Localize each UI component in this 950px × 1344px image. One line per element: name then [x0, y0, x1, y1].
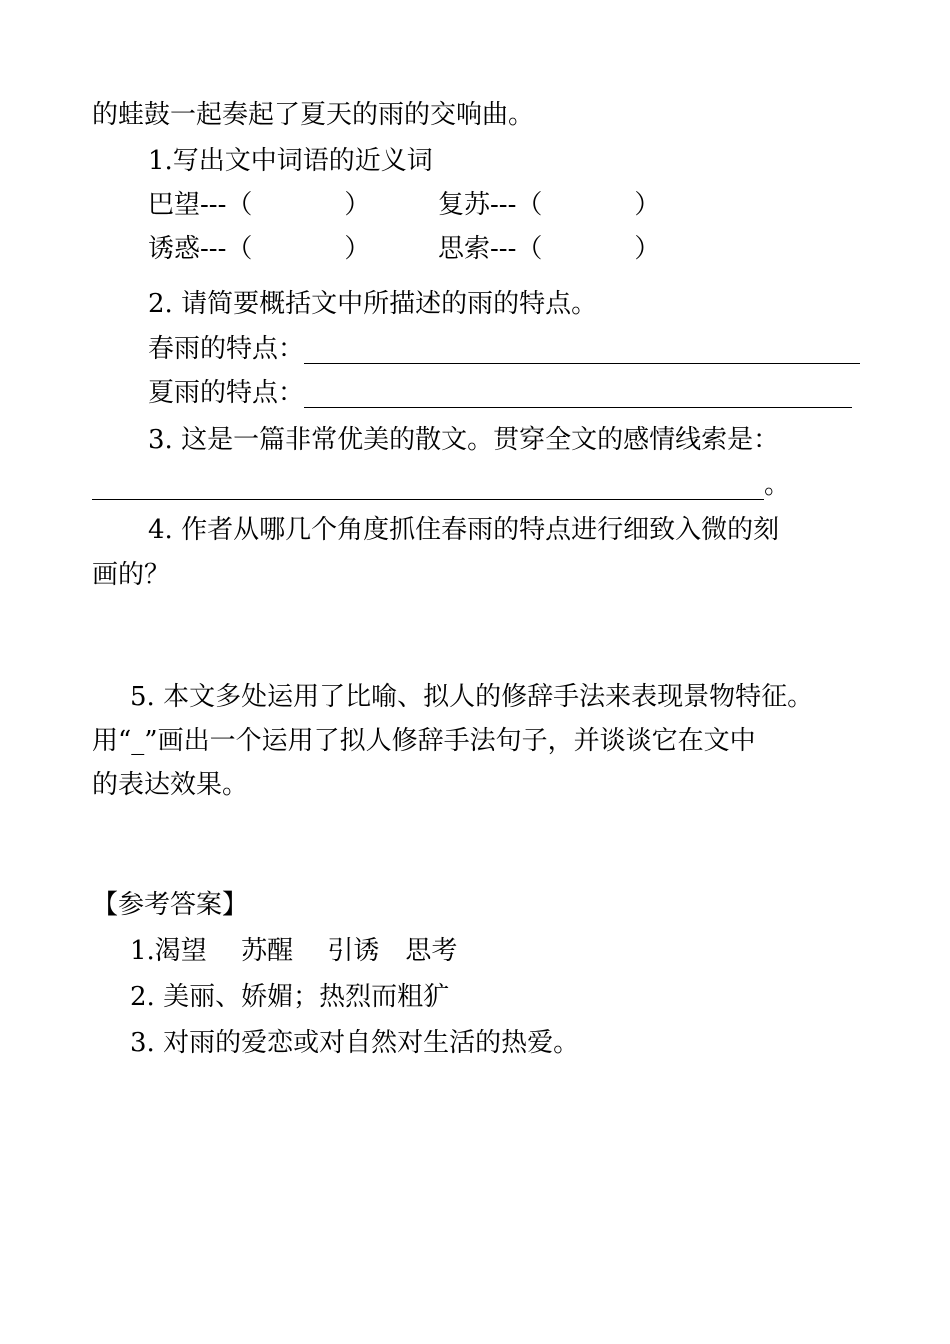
q4-line-1: 4. 作者从哪几个角度抓住春雨的特点进行细致入微的刻 [148, 515, 780, 545]
answer-1: 1.渴望 苏醒 引诱 思考 [130, 936, 458, 966]
q1-item-3 [148, 234, 370, 264]
q4-line-2: 画的？ [92, 560, 171, 590]
q3-answer-row [92, 470, 790, 500]
q2-spring-answer-line[interactable] [304, 335, 860, 364]
q1-item-2-word: 复苏---（ [438, 190, 543, 220]
q2-summer-answer-line[interactable] [304, 379, 852, 408]
intro-line: 的蛙鼓一起奏起了夏天的雨的交响曲。 [92, 100, 535, 130]
q1-item-4-word: 思索---（ [438, 234, 543, 264]
q1-item-1-word: 巴望---（ [148, 190, 253, 220]
q2-spring-row [148, 334, 860, 364]
q1-item-3-word: 诱惑---（ [148, 234, 253, 264]
answer-3: 3. 对雨的爱恋或对自然对生活的热爱。 [130, 1028, 580, 1058]
q1-item-4 [438, 234, 660, 264]
q1-title: 1.写出文中词语的近义词 [148, 146, 433, 176]
q3-end-mark: 。 [764, 470, 791, 500]
q1-item-2 [438, 190, 660, 220]
q1-item-3-close: ） [344, 234, 371, 264]
answer-2: 2. 美丽、娇媚；热烈而粗犷 [130, 982, 450, 1012]
q1-item-1 [148, 190, 370, 220]
q2-summer-row [148, 378, 852, 408]
q5-line-1: 5. 本文多处运用了比喻、拟人的修辞手法来表现景物特征。 [130, 682, 814, 712]
q5-line-3: 的表达效果。 [92, 770, 249, 800]
q2-spring-label: 春雨的特点： [148, 334, 305, 364]
q1-item-1-close: ） [344, 190, 371, 220]
q2-title: 2. 请简要概括文中所描述的雨的特点。 [148, 289, 598, 319]
q3-answer-line[interactable] [92, 473, 764, 500]
q5-line-2: 用“_”画出一个运用了拟人修辞手法句子，并谈谈它在文中 [92, 726, 756, 756]
q1-item-2-close: ） [634, 190, 661, 220]
q3-title: 3. 这是一篇非常优美的散文。贯穿全文的感情线索是： [148, 425, 780, 455]
q2-summer-label: 夏雨的特点： [148, 378, 305, 408]
answers-heading: 【参考答案】 [92, 890, 249, 920]
q1-item-4-close: ） [634, 234, 661, 264]
